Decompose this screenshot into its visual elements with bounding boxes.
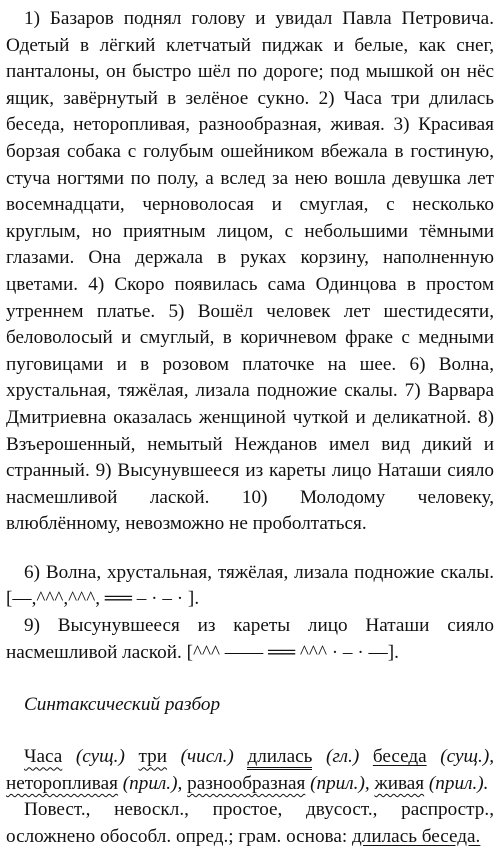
syntax-analysis — [6, 744, 494, 797]
note-1: (сущ.) — [75, 746, 125, 768]
note-3: (гл.) — [326, 746, 360, 768]
word-attr-2: разнообразная — [187, 772, 306, 794]
analysis-summary — [6, 797, 494, 850]
word-predicate: длилась — [247, 746, 312, 770]
note-7: (прил.). — [428, 772, 489, 794]
example-9-text: 9) Высунувшееся из кареты лицо Наташи сияло насмешливой лаской. — [6, 615, 494, 663]
word-attr-1: неторопливая — [6, 772, 118, 794]
grammatical-basis: длилась беседа. — [352, 826, 481, 848]
exercise-text: 1) Базаров поднял голову и увидал Павла Петровича. Одетый в лёгкий клетчатый пиджак и белые, как снег, панталоны, он быстро шёл по дороге; под мышкой он нёс ящик, завёрнутый в зелёное сукно. 2) Часа три длилась беседа, неторопливая, разнообразная, живая. 3) Красивая борзая собака с голубым ошейником вбежала в гостиную, стуча ногтями по полу, а вслед за нею вошла девушка лет восемнадцати, черноволосая и смуглая, с несколько круглым, но приятным лицом, с небольшими тёмными глазами. Она держала в руках корзину, наполненную цветами. 4) Скоро появилась сама Одинцова в простом утреннем платье. 5) Вошёл человек лет шестидесяти, беловолосый и смуглый, в коричневом фраке с медными пуговицами и в розовом платочке на шее. 6) Волна, хрустальная, тяжёлая, лизала подножие скалы. 7) Варвара Дмитриевна оказалась женщиной чуткой и деликатной. 8) Взъерошенный, немытый Нежданов имел вид дикий и странный. 9) Высунувшееся из кареты лицо Наташи сияло насмешливой лаской. 10) Молодому человеку, влюблённому, невозможно не проболтаться. — [6, 8, 494, 535]
note-6: (прил.), — [310, 772, 370, 794]
note-2: (числ.) — [180, 746, 234, 768]
example-9-schema: [^^^ —— ══ ^^^ · – · —]. — [186, 641, 399, 663]
section-title: Синтаксический разбор — [24, 694, 221, 716]
word-chasa: Часа — [24, 746, 63, 768]
word-tri: три — [138, 746, 167, 768]
summary-text: Повест., невоскл., простое, двусост., распростр., осложнено обособл. опред.; грам. основа: — [6, 799, 494, 848]
example-6-text: 6) Волна, хрустальная, тяжёлая, лизала подножие скалы. — [24, 561, 494, 583]
note-4: (сущ.), — [440, 746, 495, 768]
example-sentence-9 — [6, 613, 494, 666]
word-subject: беседа — [372, 746, 427, 768]
example-sentence-6 — [6, 560, 494, 613]
example-6-schema: [—,^^^,^^^, ══ – · – · ]. — [6, 588, 200, 610]
note-5: (прил.), — [122, 772, 183, 794]
word-attr-3: живая — [374, 772, 425, 794]
